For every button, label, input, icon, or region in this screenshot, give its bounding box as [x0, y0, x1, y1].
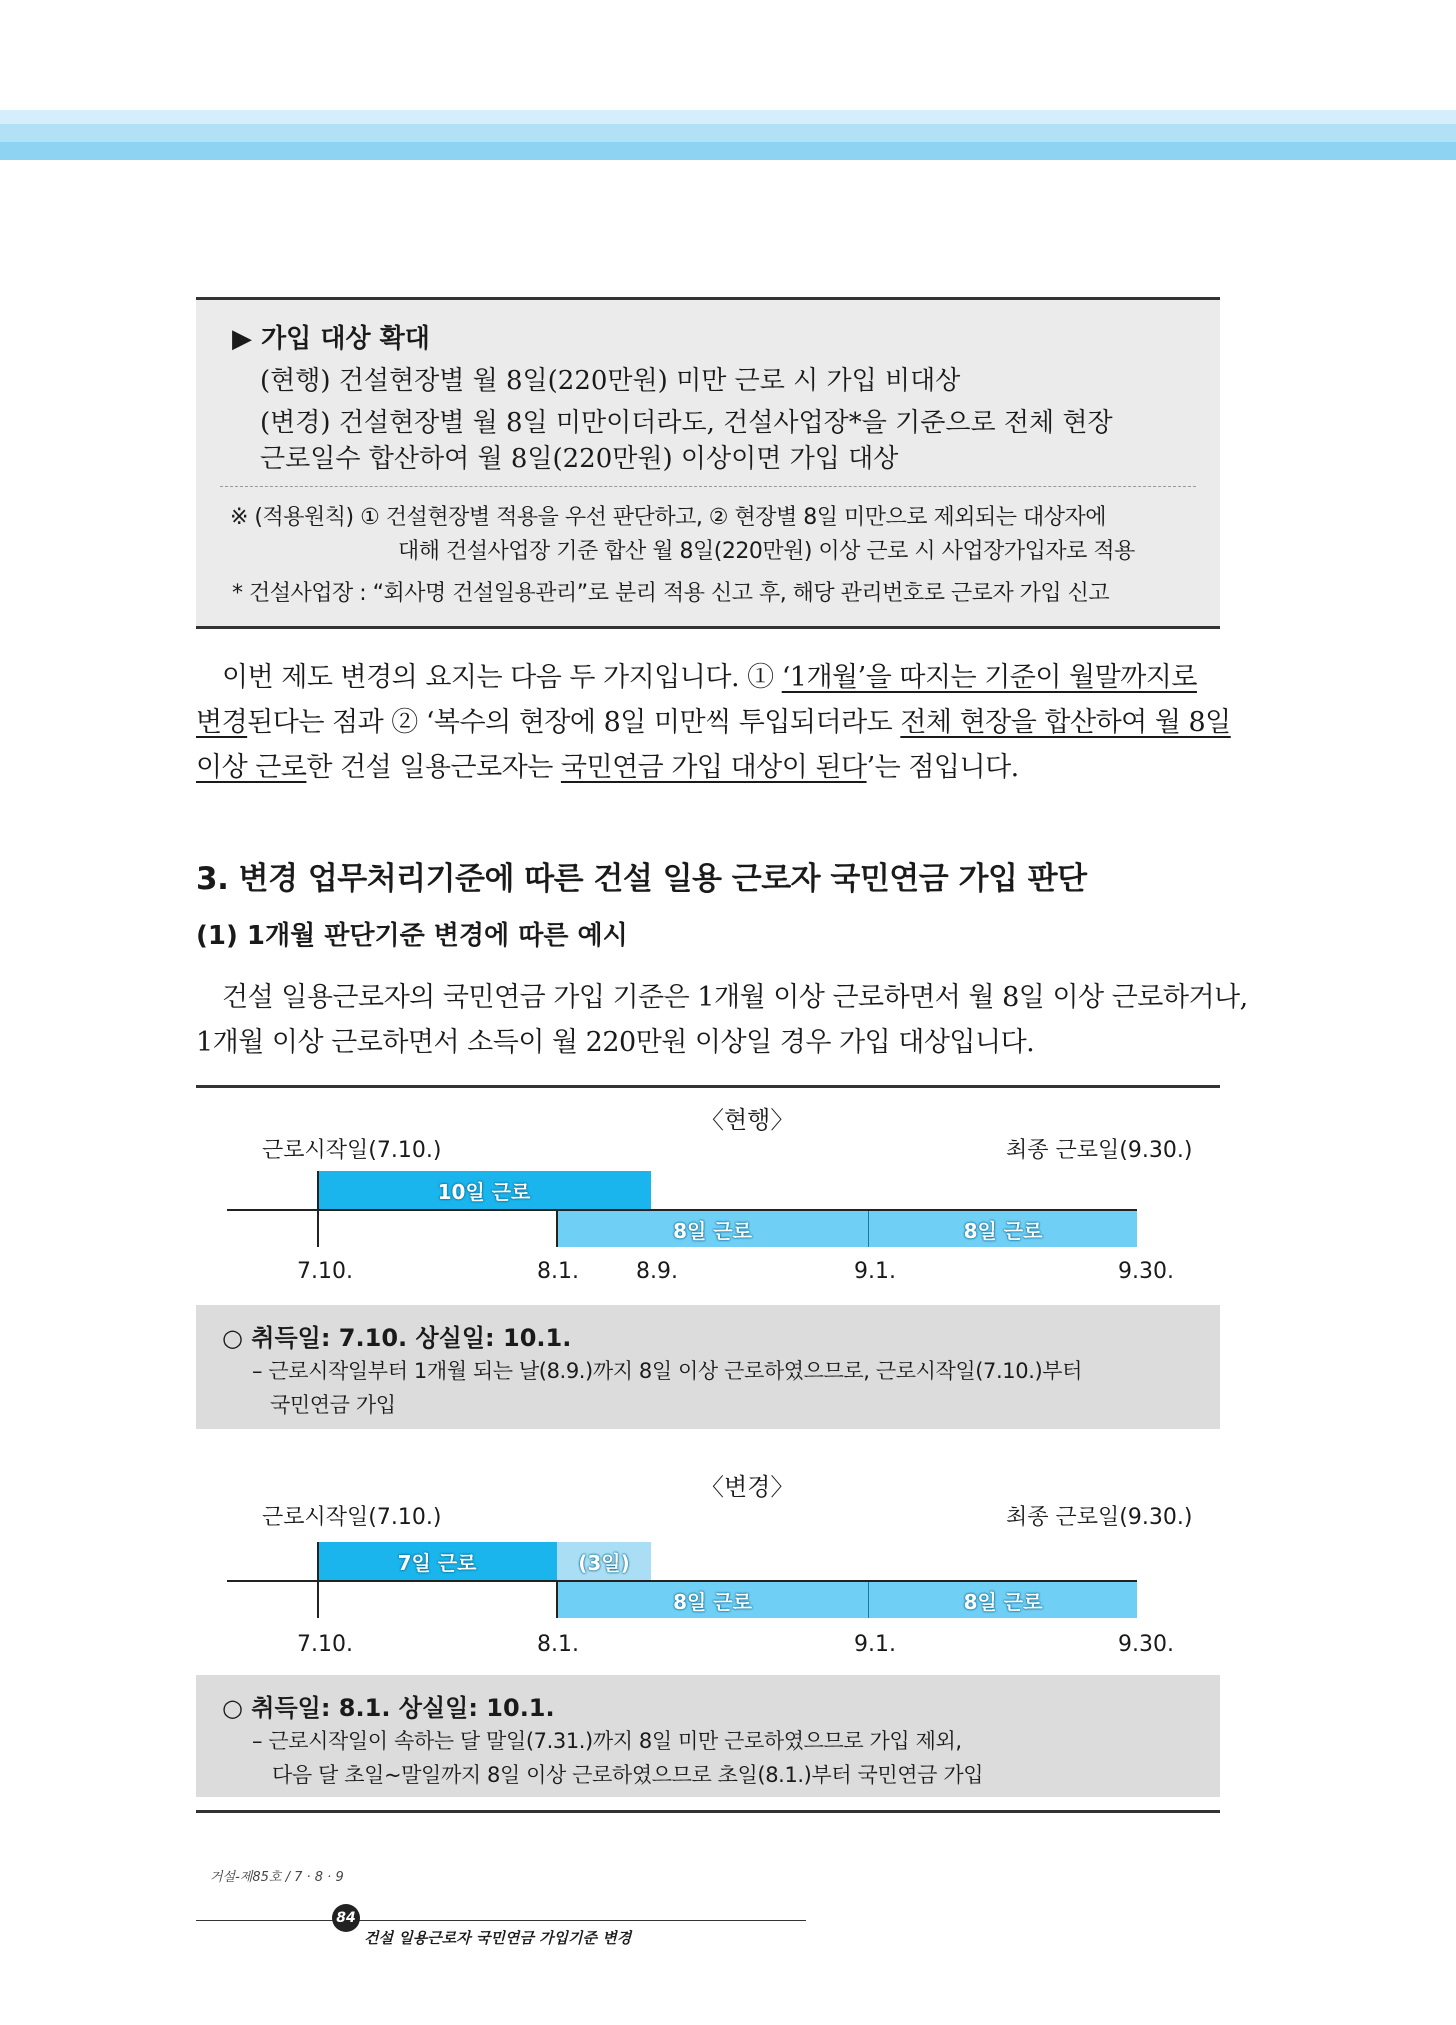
header-band-bottom: [0, 142, 1456, 160]
intro-line-3: 이상 근로한 건설 일용근로자는 국민연금 가입 대상이 된다’는 점입니다.: [196, 752, 1019, 783]
current-tick-label-8-1: 8.1.: [537, 1259, 579, 1284]
changed-bar-7days: 7일 근로: [317, 1542, 557, 1580]
current-bar-10days: 10일 근로: [317, 1171, 651, 1209]
summary-box: [196, 297, 1220, 629]
current-tick-label-9-1: 9.1.: [854, 1259, 896, 1284]
changed-tick-7-10: [317, 1542, 319, 1618]
summary-change-1: (변경) 건설현장별 월 8일 미만이더라도, 건설사업장*을 기준으로 전체 현장: [260, 408, 1113, 438]
current-tick-label-9-30: 9.30.: [1118, 1259, 1174, 1284]
current-diagram-title: 〈현행〉: [700, 1106, 795, 1134]
subsection-title: (1) 1개월 판단기준 변경에 따른 예시: [196, 921, 628, 951]
changed-start-label: 근로시작일(7.10.): [262, 1505, 442, 1530]
summary-note-1: ※ (적용원칙) ① 건설현장별 적용을 우선 판단하고, ② 현장별 8일 미만으로 제외되는 대상자에: [230, 505, 1107, 530]
summary-divider: [220, 486, 1196, 487]
figure-bottom-rule: [196, 1810, 1220, 1813]
changed-result-box: [196, 1675, 1220, 1797]
footer-title: 건설 일용근로자 국민연금 가입기준 변경: [364, 1929, 632, 1947]
summary-note-2: 대해 건설사업장 기준 합산 월 8일(220만원) 이상 근로 시 사업장가입자로 적용: [398, 539, 1135, 564]
current-bar-sep: 8일 근로: [868, 1211, 1137, 1247]
current-end-label: 최종 근로일(9.30.): [1006, 1138, 1193, 1163]
section-paragraph-2: 1개월 이상 근로하면서 소득이 월 220만원 이상일 경우 가입 대상입니다.: [196, 1027, 1035, 1058]
current-tick-label-7-10: 7.10.: [297, 1259, 353, 1284]
current-tick-7-10: [317, 1171, 319, 1247]
changed-tick-label-7-10: 7.10.: [297, 1632, 353, 1657]
header-band-top: [0, 110, 1456, 124]
current-tick-8-1: [556, 1209, 558, 1247]
summary-footnote: * 건설사업장 : “회사명 건설일용관리”로 분리 적용 신고 후, 해당 관리번호로 근로자 가입 신고: [232, 581, 1110, 606]
changed-bar-aug: 8일 근로: [557, 1582, 868, 1618]
changed-tick-label-9-1: 9.1.: [854, 1632, 896, 1657]
summary-change-2: 근로일수 합산하여 월 8일(220만원) 이상이면 가입 대상: [260, 444, 899, 474]
changed-result-title: ○ 취득일: 8.1. 상실일: 10.1.: [222, 1694, 555, 1722]
current-result-detail-1: – 근로시작일부터 1개월 되는 날(8.9.)까지 8일 이상 근로하였으므로, 근로시작일(7.10.)부터: [252, 1359, 1083, 1383]
changed-bar-3days: (3일): [557, 1542, 651, 1580]
summary-current: (현행) 건설현장별 월 8일(220만원) 미만 근로 시 가입 비대상: [260, 366, 961, 396]
section-title: 3. 변경 업무처리기준에 따른 건설 일용 근로자 국민연금 가입 판단: [196, 861, 1087, 897]
intro-line-1: 이번 제도 변경의 요지는 다음 두 가지입니다. ① ‘1개월’을 따지는 기준이 월말까지로: [222, 662, 1197, 693]
changed-tick-label-9-30: 9.30.: [1118, 1632, 1174, 1657]
changed-result-detail-2: 다음 달 초일~말일까지 8일 이상 근로하였으므로 초일(8.1.)부터 국민연금 가입: [272, 1763, 984, 1787]
footer-issue: 거설-제85호 / 7 · 8 · 9: [210, 1870, 344, 1885]
changed-end-label: 최종 근로일(9.30.): [1006, 1505, 1193, 1530]
header-band-mid: [0, 124, 1456, 142]
summary-heading: ▶ 가입 대상 확대: [232, 324, 430, 354]
current-result-title: ○ 취득일: 7.10. 상실일: 10.1.: [222, 1324, 572, 1352]
section-paragraph-1: 건설 일용근로자의 국민연금 가입 기준은 1개월 이상 근로하면서 월 8일 이상 근로하거나,: [222, 982, 1248, 1013]
changed-diagram-title: 〈변경〉: [700, 1473, 795, 1501]
current-result-detail-2: 국민연금 가입: [270, 1393, 396, 1417]
figure-top-rule: [196, 1085, 1220, 1088]
current-tick-label-8-9: 8.9.: [636, 1259, 678, 1284]
current-bar-aug: 8일 근로: [557, 1211, 868, 1247]
footer-rule: [196, 1920, 806, 1921]
changed-result-detail-1: – 근로시작일이 속하는 달 말일(7.31.)까지 8일 미만 근로하였으므로 가입 제외,: [252, 1729, 962, 1753]
changed-tick-label-8-1: 8.1.: [537, 1632, 579, 1657]
current-result-box: [196, 1305, 1220, 1429]
intro-line-2: 변경된다는 점과 ② ‘복수의 현장에 8일 미만씩 투입되더라도 전체 현장을 합산하여 월 8일: [196, 707, 1231, 738]
changed-bar-sep: 8일 근로: [868, 1582, 1137, 1618]
current-start-label: 근로시작일(7.10.): [262, 1138, 442, 1163]
page-number-badge: 84: [332, 1904, 360, 1932]
changed-tick-8-1: [556, 1580, 558, 1618]
